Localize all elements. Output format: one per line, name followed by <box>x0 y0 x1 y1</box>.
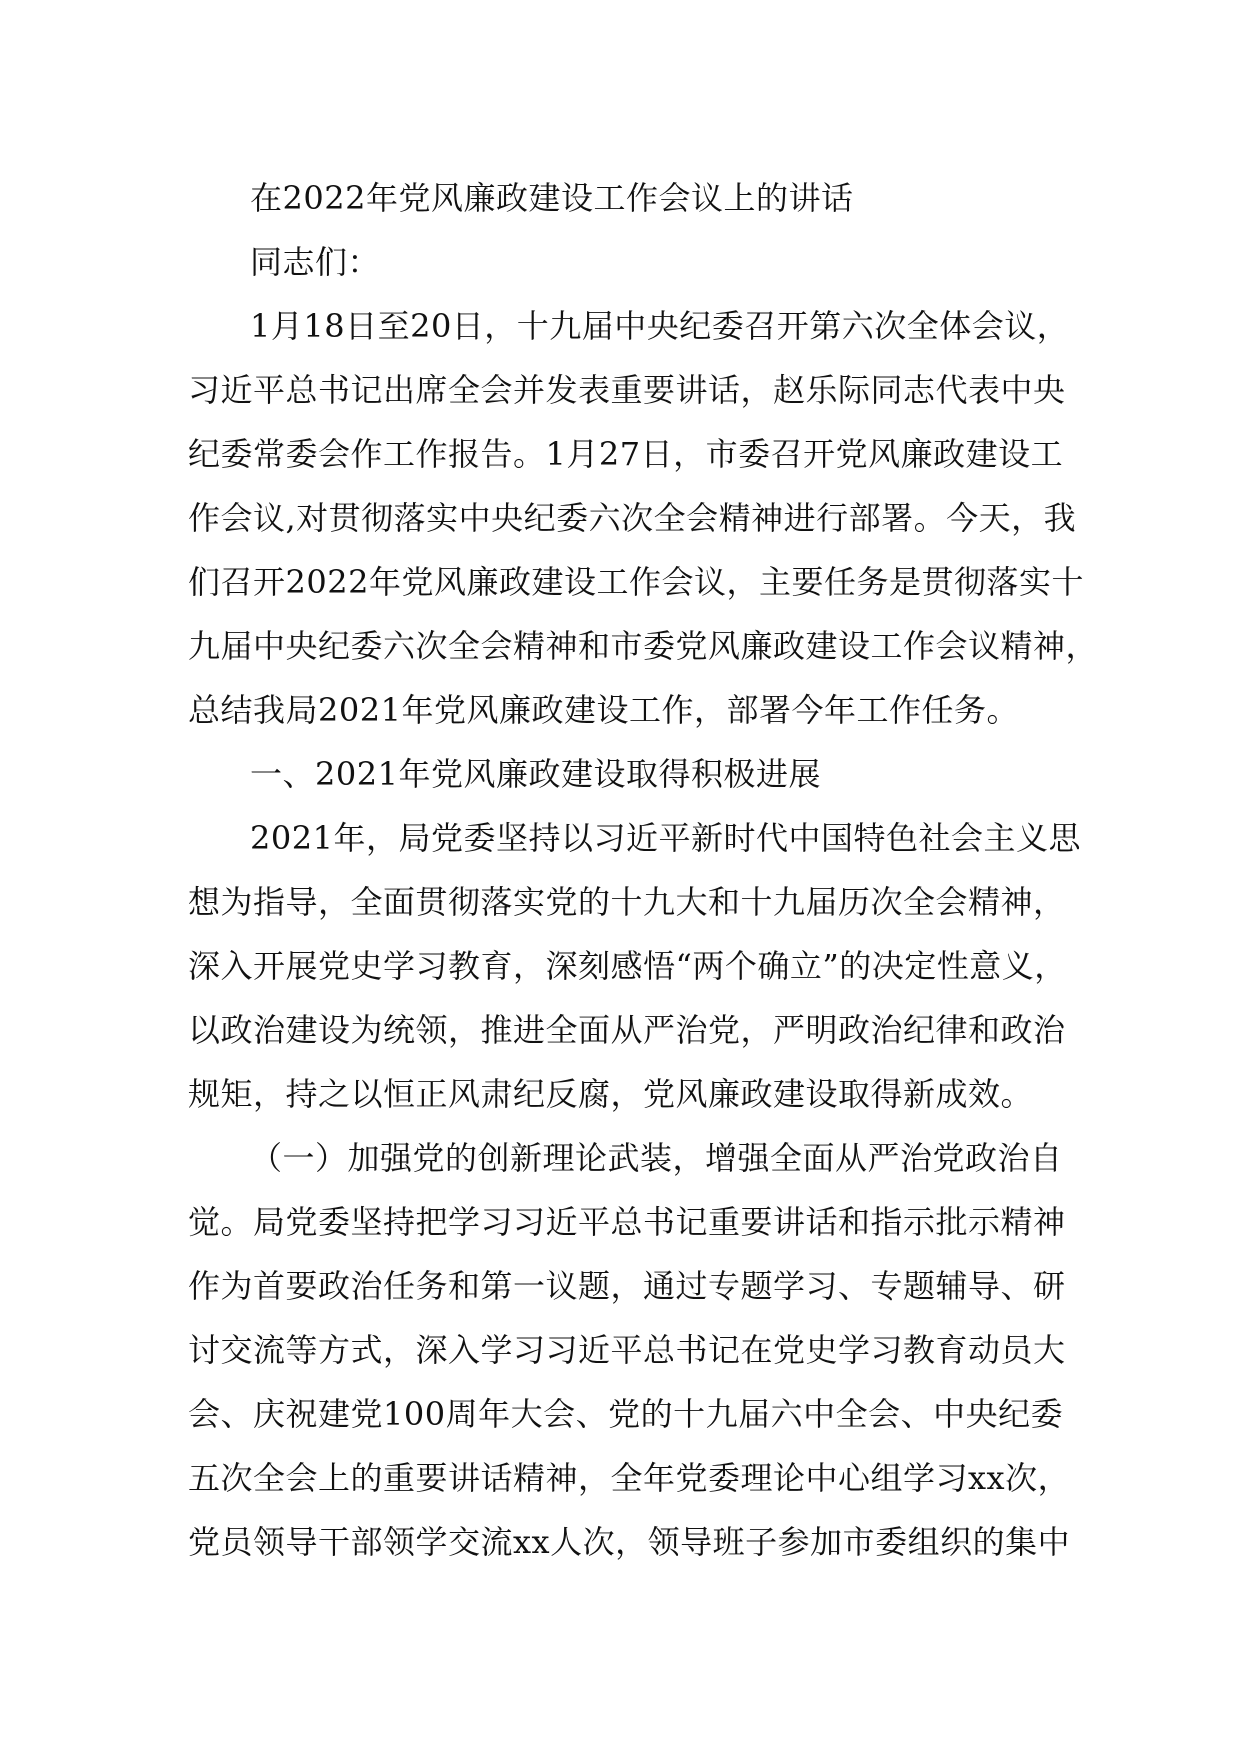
text-line: 讨交流等方式，深入学习习近平总书记在党史学习教育动员大 <box>188 1331 1066 1369</box>
text-line: 党员领导干部领学交流xx人次，领导班子参加市委组织的集中 <box>188 1523 1071 1561</box>
salutation: 同志们： <box>250 243 381 281</box>
section-heading: 一、2021年党风廉政建设取得积极进展 <box>250 755 821 793</box>
text-line: 觉。局党委坚持把学习习近平总书记重要讲话和指示批示精神 <box>188 1203 1066 1241</box>
text-line: 想为指导，全面贯彻落实党的十九大和十九届历次全会精神， <box>188 883 1066 921</box>
text-line: 规矩，持之以恒正风肃纪反腐，党风廉政建设取得新成效。 <box>188 1075 1034 1113</box>
text-line: 们召开2022年党风廉政建设工作会议，主要任务是贯彻落实十 <box>188 563 1084 601</box>
text-line: 2021年，局党委坚持以习近平新时代中国特色社会主义思 <box>250 819 1081 857</box>
text-line: 总结我局2021年党风廉政建设工作，部署今年工作任务。 <box>188 691 1019 729</box>
text-line: 作为首要政治任务和第一议题，通过专题学习、专题辅导、研 <box>188 1267 1066 1305</box>
text-line: 1月18日至20日，十九届中央纪委召开第六次全体会议， <box>250 307 1070 345</box>
document-title: 在2022年党风廉政建设工作会议上的讲话 <box>250 179 854 217</box>
text-line: 习近平总书记出席全会并发表重要讲话，赵乐际同志代表中央 <box>188 371 1066 409</box>
text-line: 深入开展党史学习教育，深刻感悟“两个确立”的决定性意义， <box>188 947 1067 985</box>
text-line: 纪委常委会作工作报告。1月27日，市委召开党风廉政建设工 <box>188 435 1064 473</box>
text-line: 会、庆祝建党100周年大会、党的十九届六中全会、中央纪委 <box>188 1395 1064 1433</box>
text-line: 以政治建设为统领，推进全面从严治党，严明政治纪律和政治 <box>188 1011 1066 1049</box>
text-line: 作会议,对贯彻落实中央纪委六次全会精神进行部署。今天，我 <box>188 499 1077 537</box>
text-line: 五次全会上的重要讲话精神，全年党委理论中心组学习xx次， <box>188 1459 1071 1497</box>
text-line: 九届中央纪委六次全会精神和市委党风廉政建设工作会议精神， <box>188 627 1099 665</box>
subsection-heading: （一）加强党的创新理论武装，增强全面从严治党政治自 <box>250 1139 1063 1177</box>
